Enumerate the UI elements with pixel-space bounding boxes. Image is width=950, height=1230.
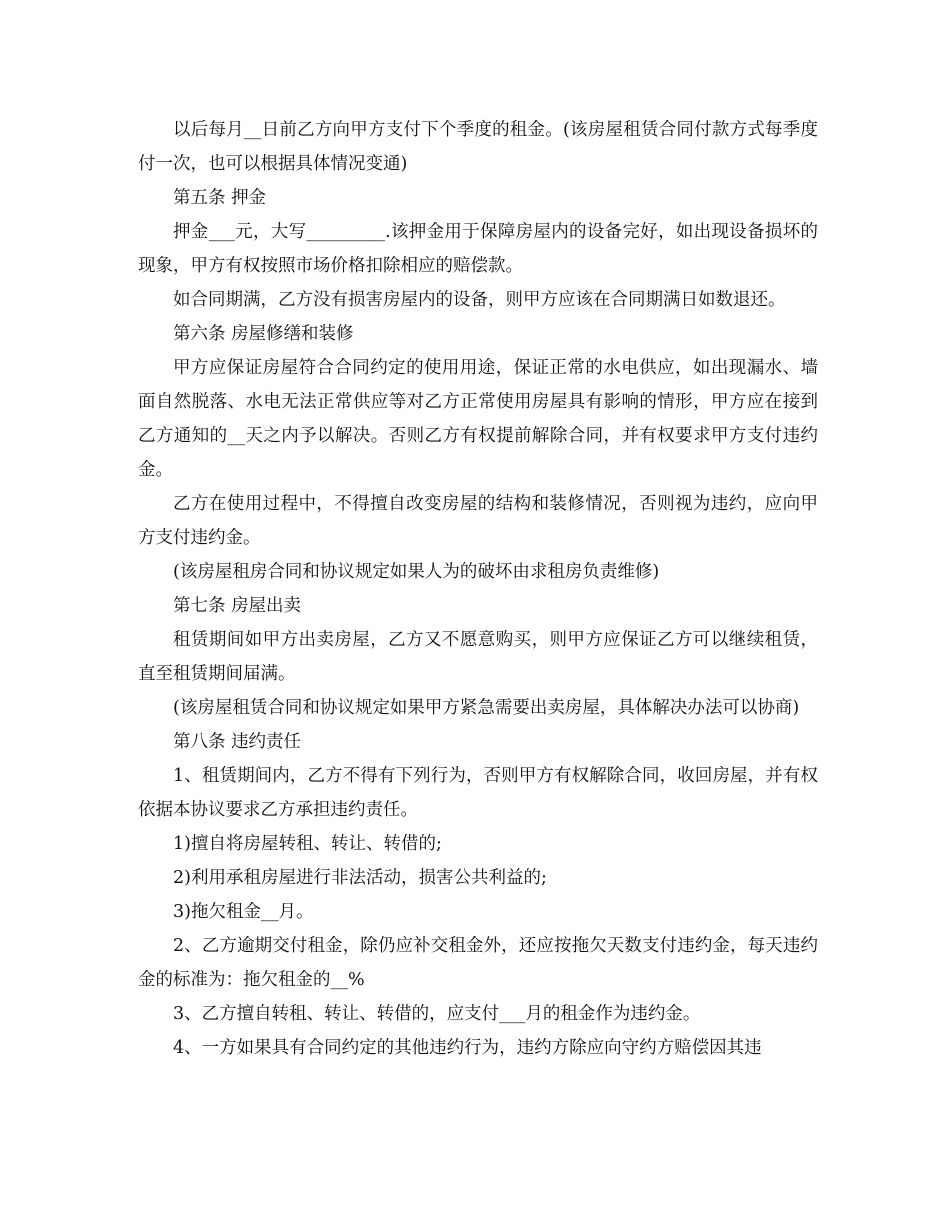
paragraph: 1、租赁期间内，乙方不得有下列行为，否则甲方有权解除合同，收回房屋，并有权依据本协议要求乙方承担违约责任。 — [138, 766, 818, 820]
paragraph: 2)利用承租房屋进行非法活动，损害公共利益的; — [173, 868, 547, 888]
paragraph: 4、一方如果具有合同约定的其他违约行为，违约方除应向守约方赔偿因其违 — [173, 1038, 762, 1058]
paragraph: 甲方应保证房屋符合合同约定的使用用途，保证正常的水电供应，如出现漏水、墙面自然脱落、水电无法正常供应等对乙方正常使用房屋具有影响的情形，甲方应在接到乙方通知的__天之内予以解决。否则乙方有权提前解除合同，并有权要求甲方支付违约金。 — [138, 358, 818, 480]
section-heading: 第八条 违约责任 — [173, 732, 302, 752]
paragraph: 3)拖欠租金__月。 — [173, 902, 314, 922]
paragraph: 2、乙方逾期交付租金，除仍应补交租金外，还应按拖欠天数支付违约金，每天违约金的标准为：拖欠租金的__% — [138, 936, 818, 990]
paragraph: 租赁期间如甲方出卖房屋，乙方又不愿意购买，则甲方应保证乙方可以继续租赁，直至租赁期间届满。 — [138, 630, 818, 684]
document-body — [138, 113, 818, 1065]
paragraph: 3、乙方擅自转租、转让、转借的，应支付___月的租金作为违约金。 — [173, 1004, 701, 1024]
paragraph: 如合同期满，乙方没有损害房屋内的设备，则甲方应该在合同期满日如数退还。 — [173, 290, 786, 310]
section-heading: 第六条 房屋修缮和装修 — [173, 324, 354, 344]
paragraph: 押金___元，大写_________.该押金用于保障房屋内的设备完好，如出现设备损坏的现象，甲方有权按照市场价格扣除相应的赔偿款。 — [138, 222, 818, 276]
section-heading: 第五条 押金 — [173, 188, 267, 208]
paragraph: (该房屋租赁合同和协议规定如果甲方紧急需要出卖房屋，具体解决办法可以协商) — [173, 698, 800, 718]
paragraph: (该房屋租房合同和协议规定如果人为的破坏由求租房负责维修) — [173, 562, 660, 582]
paragraph: 1)擅自将房屋转租、转让、转借的; — [173, 834, 442, 854]
section-heading: 第七条 房屋出卖 — [173, 596, 302, 616]
paragraph: 以后每月__日前乙方向甲方支付下个季度的租金。(该房屋租赁合同付款方式每季度付一次，也可以根据具体情况变通) — [138, 120, 818, 174]
paragraph: 乙方在使用过程中，不得擅自改变房屋的结构和装修情况，否则视为违约，应向甲方支付违约金。 — [138, 494, 818, 548]
